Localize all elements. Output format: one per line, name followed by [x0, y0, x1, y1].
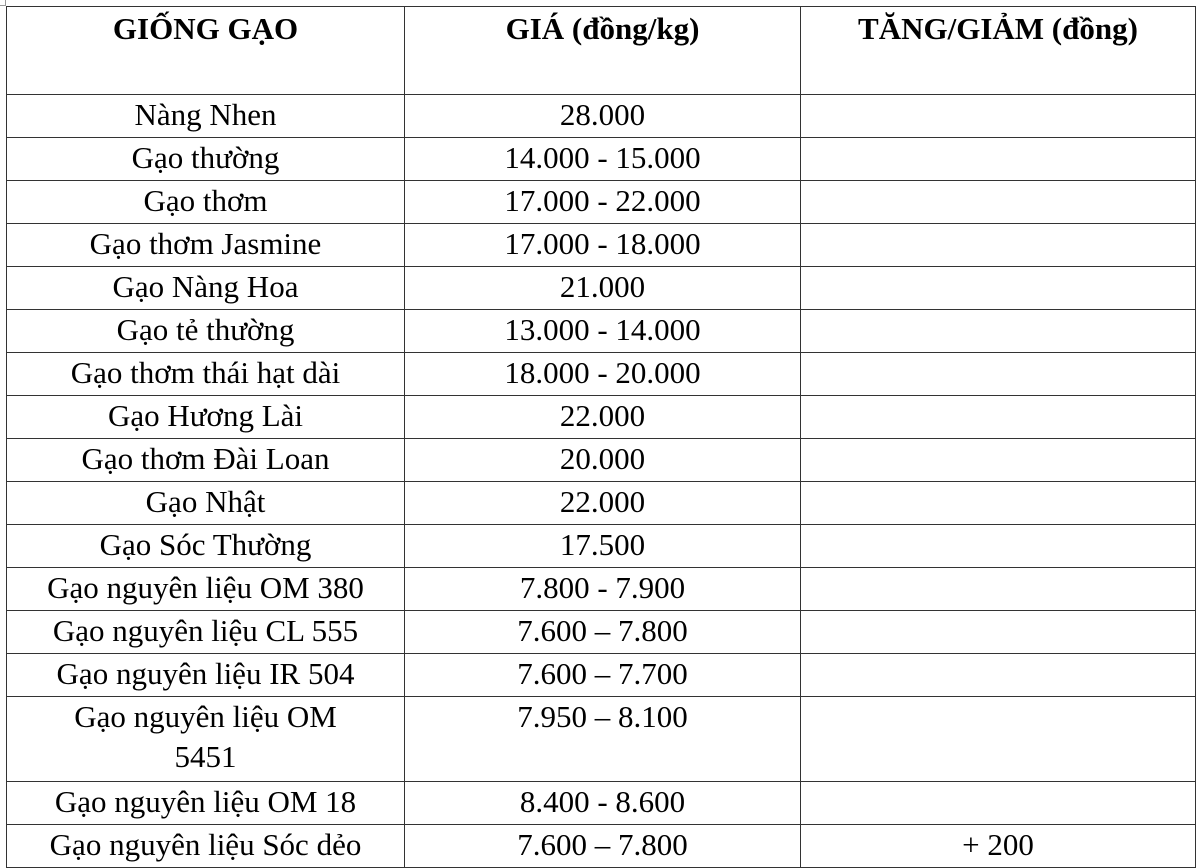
variety-cell: Gạo nguyên liệu OM 18 [7, 782, 405, 825]
variety-cell: Gạo Nàng Hoa [7, 267, 405, 310]
table-row [7, 782, 1196, 825]
table-row [7, 611, 1196, 654]
price-cell: 7.950 – 8.100 [405, 697, 801, 782]
variety-cell: Gạo thơm Đài Loan [7, 439, 405, 482]
table-row [7, 825, 1196, 868]
price-cell: 18.000 - 20.000 [405, 353, 801, 396]
price-cell: 22.000 [405, 396, 801, 439]
price-cell: 13.000 - 14.000 [405, 310, 801, 353]
change-cell [801, 611, 1196, 654]
variety-cell: Gạo thơm Jasmine [7, 224, 405, 267]
table-row [7, 482, 1196, 525]
change-cell [801, 697, 1196, 782]
header-row [7, 7, 1196, 95]
variety-cell: Gạo thường [7, 138, 405, 181]
price-cell: 17.000 - 22.000 [405, 181, 801, 224]
variety-cell: Gạo nguyên liệu OM 380 [7, 568, 405, 611]
table-row [7, 697, 1196, 782]
header-price: GIÁ (đồng/kg) [405, 7, 801, 95]
change-cell: + 200 [801, 825, 1196, 868]
table-row [7, 138, 1196, 181]
variety-cell: Gạo Hương Lài [7, 396, 405, 439]
table-row [7, 568, 1196, 611]
table-row [7, 181, 1196, 224]
change-cell [801, 95, 1196, 138]
table-row [7, 310, 1196, 353]
price-cell: 7.600 – 7.700 [405, 654, 801, 697]
price-cell: 20.000 [405, 439, 801, 482]
change-cell [801, 439, 1196, 482]
change-cell [801, 568, 1196, 611]
change-cell [801, 396, 1196, 439]
table-row [7, 353, 1196, 396]
header-variety: GIỐNG GẠO [7, 7, 405, 95]
change-cell [801, 525, 1196, 568]
price-cell: 7.600 – 7.800 [405, 825, 801, 868]
table-row [7, 396, 1196, 439]
table-row [7, 224, 1196, 267]
change-cell [801, 224, 1196, 267]
header-change: TĂNG/GIẢM (đồng) [801, 7, 1196, 95]
variety-cell: Gạo nguyên liệu IR 504 [7, 654, 405, 697]
variety-cell: Gạo thơm [7, 181, 405, 224]
variety-cell: Gạo thơm thái hạt dài [7, 353, 405, 396]
table-row [7, 439, 1196, 482]
change-cell [801, 353, 1196, 396]
variety-cell: Nàng Nhen [7, 95, 405, 138]
change-cell [801, 267, 1196, 310]
variety-cell: Gạo Nhật [7, 482, 405, 525]
table-row [7, 267, 1196, 310]
table-row [7, 654, 1196, 697]
table-row [7, 525, 1196, 568]
price-cell: 22.000 [405, 482, 801, 525]
change-cell [801, 310, 1196, 353]
price-cell: 14.000 - 15.000 [405, 138, 801, 181]
table-row [7, 95, 1196, 138]
price-cell: 17.500 [405, 525, 801, 568]
change-cell [801, 654, 1196, 697]
rice-price-table [6, 6, 1196, 868]
price-cell: 17.000 - 18.000 [405, 224, 801, 267]
variety-cell: Gạo nguyên liệu Sóc dẻo [7, 825, 405, 868]
price-cell: 21.000 [405, 267, 801, 310]
variety-cell: Gạo tẻ thường [7, 310, 405, 353]
variety-cell: Gạo nguyên liệu CL 555 [7, 611, 405, 654]
price-cell: 7.600 – 7.800 [405, 611, 801, 654]
variety-cell: Gạo Sóc Thường [7, 525, 405, 568]
change-cell [801, 782, 1196, 825]
price-cell: 8.400 - 8.600 [405, 782, 801, 825]
price-cell: 7.800 - 7.900 [405, 568, 801, 611]
change-cell [801, 138, 1196, 181]
change-cell [801, 181, 1196, 224]
variety-cell: Gạo nguyên liệu OM 5451 [7, 697, 405, 782]
change-cell [801, 482, 1196, 525]
price-cell: 28.000 [405, 95, 801, 138]
